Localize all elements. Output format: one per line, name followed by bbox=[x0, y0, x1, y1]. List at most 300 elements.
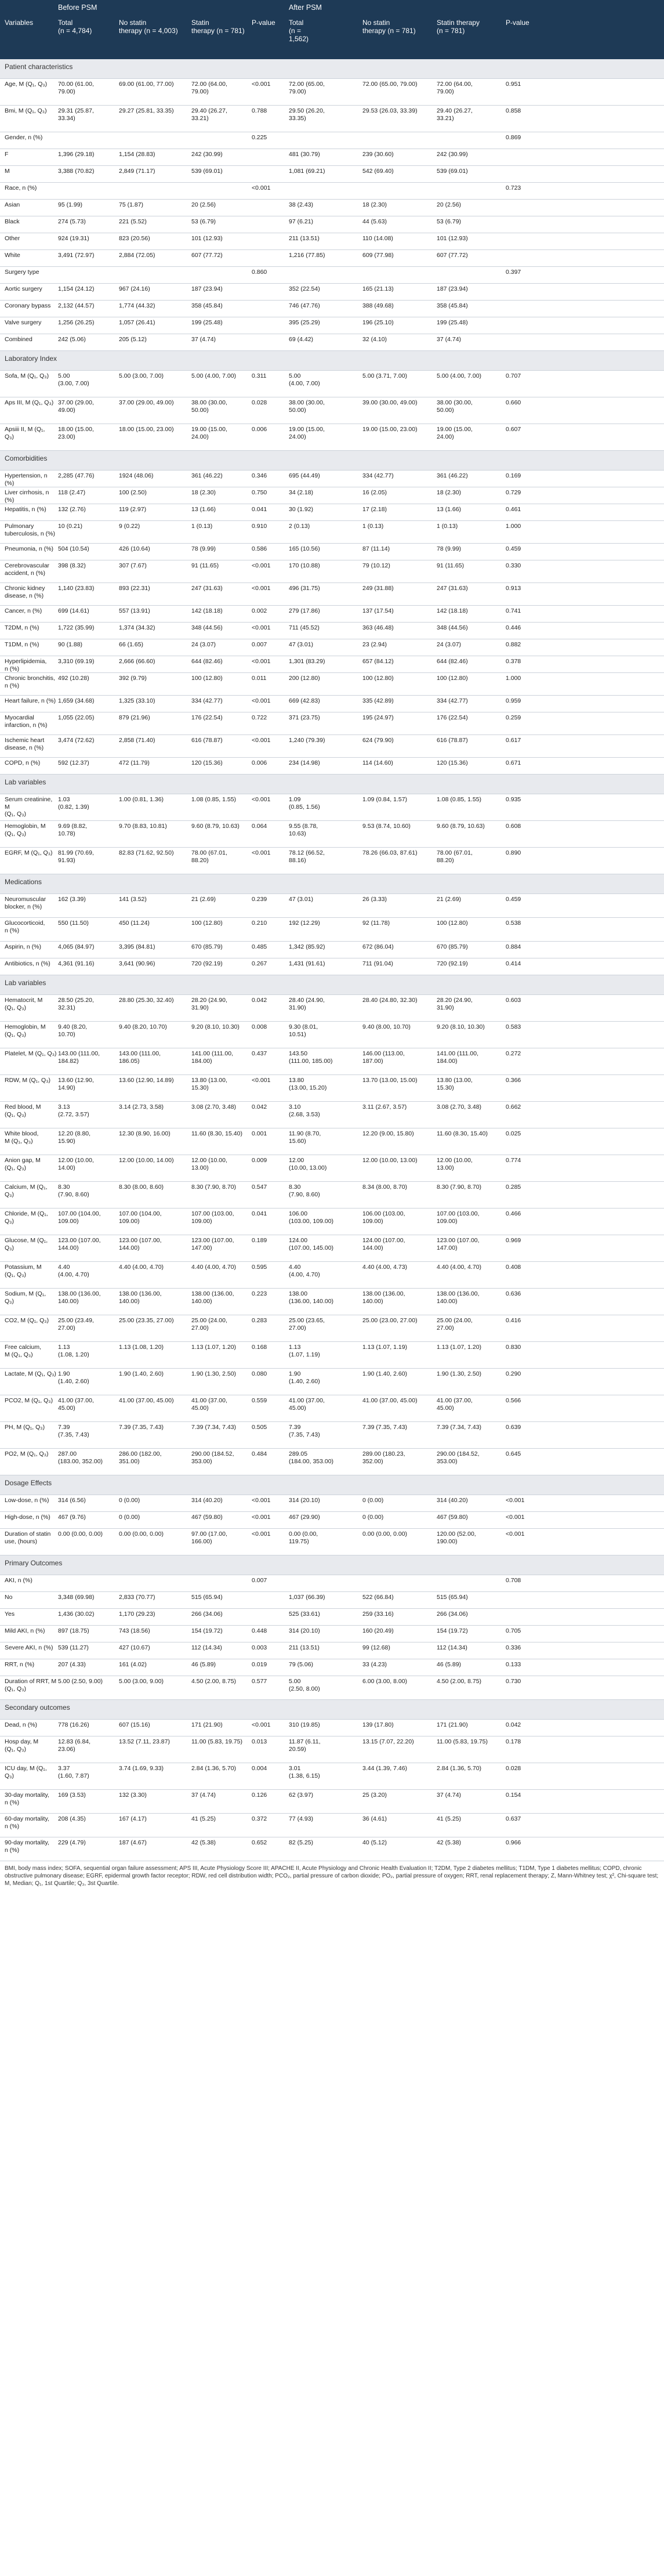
table-cell: 100 (12.80) bbox=[191, 920, 223, 927]
table-cell: 7.39 (7.34, 7.43) bbox=[437, 1424, 482, 1431]
table-cell: 46 (5.89) bbox=[437, 1661, 462, 1668]
table-cell bbox=[506, 200, 546, 201]
table-cell: 0.617 bbox=[506, 737, 521, 744]
table-cell: 42 (5.38) bbox=[437, 1839, 462, 1846]
table-row bbox=[0, 623, 664, 639]
table-cell: <0.001 bbox=[252, 1721, 271, 1728]
row-label: Duration of RRT, M (Q₁, Q₃) bbox=[5, 1678, 57, 1692]
table-cell: 0.00 (0.00, 119.75) bbox=[289, 1531, 318, 1545]
table-cell: 0.547 bbox=[252, 1184, 267, 1191]
table-cell: 13.60 (12.90, 14.90) bbox=[58, 1077, 94, 1091]
table-cell bbox=[506, 317, 546, 319]
table-row bbox=[0, 301, 664, 317]
table-cell: 0.290 bbox=[506, 1370, 521, 1377]
table-cell: 1.09 (0.85, 1.56) bbox=[289, 796, 320, 811]
table-cell: 0.028 bbox=[506, 1765, 521, 1772]
row-label: Mild AKI, n (%) bbox=[5, 1627, 45, 1634]
section-header-row bbox=[0, 351, 664, 371]
table-cell: 87 (11.14) bbox=[362, 545, 390, 552]
row-label: Pulmonary tuberculosis, n (%) bbox=[5, 523, 55, 537]
table-cell: 44 (5.63) bbox=[362, 218, 387, 225]
table-cell bbox=[119, 267, 190, 269]
table-cell: 142 (18.18) bbox=[191, 607, 223, 614]
table-cell: 18 (2.30) bbox=[437, 489, 462, 496]
row-label: Chloride, M (Q₁, Q₃) bbox=[5, 1210, 48, 1225]
table-cell: 141 (3.52) bbox=[119, 896, 147, 903]
table-cell: 0.913 bbox=[506, 585, 521, 592]
table-cell: 78.12 (66.52, 88.16) bbox=[289, 849, 325, 864]
table-cell: 13.80 (13.00, 15.30) bbox=[191, 1077, 227, 1091]
table-cell: 395 (25.29) bbox=[289, 319, 320, 326]
table-cell: 78.00 (67.01, 88.20) bbox=[437, 849, 473, 864]
table-cell: 199 (25.48) bbox=[191, 319, 223, 326]
row-label: Chronic kidney disease, n (%) bbox=[5, 585, 45, 599]
row-label: Surgery type bbox=[5, 269, 39, 276]
table-cell: 165 (21.13) bbox=[362, 285, 394, 292]
table-cell: 47 (3.01) bbox=[289, 641, 314, 648]
table-cell bbox=[191, 183, 251, 184]
table-cell: 229 (4.79) bbox=[58, 1839, 86, 1846]
section-title: Laboratory Index bbox=[5, 354, 57, 363]
table-row bbox=[0, 397, 664, 424]
table-cell: 0.959 bbox=[506, 697, 521, 704]
table-cell: 9.53 (8.74, 10.60) bbox=[362, 823, 411, 830]
row-label: Race, n (%) bbox=[5, 184, 37, 191]
table-cell bbox=[119, 1575, 190, 1577]
table-cell: <0.001 bbox=[252, 585, 271, 592]
table-cell: 0.133 bbox=[506, 1661, 521, 1668]
table-cell: 1,055 (22.05) bbox=[58, 714, 95, 721]
table-cell: 1,256 (26.25) bbox=[58, 319, 95, 326]
table-cell: 18 (2.30) bbox=[362, 201, 387, 208]
table-cell: 0.788 bbox=[252, 107, 267, 114]
table-cell: 0.283 bbox=[252, 1317, 267, 1324]
table-cell: 234 (14.98) bbox=[289, 759, 320, 766]
table-cell bbox=[506, 334, 546, 336]
table-cell: 205 (5.12) bbox=[119, 336, 147, 343]
table-row bbox=[0, 1075, 664, 1102]
table-cell: 0.126 bbox=[252, 1792, 267, 1799]
table-row bbox=[0, 471, 664, 487]
table-cell: 78 (9.99) bbox=[437, 545, 462, 552]
row-label: Cerebrovascular accident, n (%) bbox=[5, 562, 50, 577]
table-cell: 0.064 bbox=[252, 823, 267, 830]
table-cell: 1.000 bbox=[506, 523, 521, 530]
table-row bbox=[0, 583, 664, 606]
table-cell: 6.00 (3.00, 8.00) bbox=[362, 1678, 408, 1685]
row-label: CO2, M (Q₁, Q₃) bbox=[5, 1317, 49, 1324]
table-cell: 106.00 (103.00, 109.00) bbox=[289, 1210, 334, 1225]
table-cell: 0.708 bbox=[506, 1577, 521, 1584]
table-cell: 4.40 (4.00, 4.70) bbox=[119, 1264, 164, 1271]
table-cell: 0.882 bbox=[506, 641, 521, 648]
table-cell: 100 (12.80) bbox=[437, 675, 468, 682]
table-row bbox=[0, 848, 664, 874]
table-cell bbox=[58, 1575, 117, 1577]
table-cell: 1,342 (85.92) bbox=[289, 943, 325, 950]
table-cell: 1.13 (1.07, 1.20) bbox=[437, 1344, 482, 1351]
table-cell: 12.20 (8.80, 15.90) bbox=[58, 1130, 91, 1145]
table-cell: 28.40 (24.80, 32.30) bbox=[362, 997, 418, 1004]
table-cell: 41.00 (37.00, 45.00) bbox=[58, 1397, 94, 1412]
table-cell: 1.13 (1.07, 1.19) bbox=[362, 1344, 408, 1351]
table-cell bbox=[58, 267, 117, 269]
table-cell: 0.311 bbox=[252, 372, 267, 379]
table-cell: 1,774 (44.32) bbox=[119, 302, 155, 309]
table-cell: 47 (3.01) bbox=[289, 896, 314, 903]
table-row bbox=[0, 149, 664, 166]
table-cell: 41.00 (37.00, 45.00) bbox=[289, 1397, 325, 1412]
table-cell: 388 (49.68) bbox=[362, 302, 394, 309]
table-cell: 0.730 bbox=[506, 1678, 521, 1685]
row-label: Sofa, M (Q₁, Q₃) bbox=[5, 372, 49, 379]
table-cell: 3.74 (1.69, 9.33) bbox=[119, 1765, 164, 1772]
table-row bbox=[0, 424, 664, 451]
table-cell: 32 (4.10) bbox=[362, 336, 387, 343]
table-cell: 91 (11.65) bbox=[437, 562, 465, 569]
table-cell: 644 (82.46) bbox=[191, 658, 223, 665]
table-row bbox=[0, 639, 664, 656]
table-cell: 7.39 (7.34, 7.43) bbox=[191, 1424, 237, 1431]
table-row bbox=[0, 758, 664, 775]
table-cell: 77 (4.93) bbox=[289, 1815, 314, 1822]
table-cell: 41.00 (37.00, 45.00) bbox=[191, 1397, 227, 1412]
table-cell: 2,666 (66.60) bbox=[119, 658, 155, 665]
table-row bbox=[0, 656, 664, 673]
table-cell: 0.007 bbox=[252, 641, 267, 648]
table-cell: 616 (78.87) bbox=[437, 737, 468, 744]
table-cell: 0.652 bbox=[252, 1839, 267, 1846]
table-cell: 0.446 bbox=[506, 624, 521, 631]
table-cell: 0.671 bbox=[506, 759, 521, 766]
table-cell: 0.858 bbox=[506, 107, 521, 114]
table-cell: 13.80 (13.00, 15.20) bbox=[289, 1077, 327, 1091]
table-row bbox=[0, 487, 664, 504]
table-cell: <0.001 bbox=[252, 796, 271, 803]
table-cell: 1,396 (29.18) bbox=[58, 151, 95, 158]
table-cell: 13.60 (12.90, 14.89) bbox=[119, 1077, 174, 1084]
row-label: Aps III, M (Q₁, Q₃) bbox=[5, 399, 54, 406]
table-cell: 1,216 (77.85) bbox=[289, 252, 325, 259]
table-cell: 38.00 (30.00, 50.00) bbox=[437, 399, 473, 414]
table-cell: 467 (59.80) bbox=[191, 1514, 223, 1521]
table-cell: 3.37 (1.60, 7.87) bbox=[58, 1765, 89, 1779]
row-label: Apsiii II, M (Q₁, Q₃) bbox=[5, 426, 45, 440]
table-row bbox=[0, 1575, 664, 1592]
table-cell: 0.636 bbox=[506, 1290, 521, 1297]
table-cell: 187 (23.94) bbox=[191, 285, 223, 292]
table-cell: 358 (45.84) bbox=[191, 302, 223, 309]
table-cell: 123.00 (107.00, 147.00) bbox=[191, 1237, 234, 1251]
row-label: PCO2, M (Q₁, Q₃) bbox=[5, 1397, 53, 1404]
table-cell: 0.008 bbox=[252, 1023, 267, 1030]
table-cell: <0.001 bbox=[252, 1497, 271, 1504]
table-row bbox=[0, 1837, 664, 1861]
table-cell bbox=[437, 1575, 505, 1577]
table-cell bbox=[252, 301, 288, 302]
table-cell: 28.40 (24.90, 31.90) bbox=[289, 997, 325, 1011]
row-label: White blood, M (Q₁, Q₃) bbox=[5, 1130, 39, 1145]
table-cell: 0.660 bbox=[506, 399, 521, 406]
table-cell: 967 (24.16) bbox=[119, 285, 150, 292]
table-row bbox=[0, 1495, 664, 1512]
table-cell: <0.001 bbox=[252, 697, 271, 704]
table-cell: 70.00 (61.00, 79.00) bbox=[58, 81, 94, 95]
table-row bbox=[0, 1422, 664, 1449]
table-cell: 239 (30.60) bbox=[362, 151, 394, 158]
table-cell: 19.00 (15.00, 24.00) bbox=[437, 426, 473, 440]
table-cell: 187 (23.94) bbox=[437, 285, 468, 292]
table-cell: 0.637 bbox=[506, 1815, 521, 1822]
table-cell: 0.416 bbox=[506, 1317, 521, 1324]
table-cell: 12.20 (9.00, 15.80) bbox=[362, 1130, 414, 1137]
table-cell: 9.55 (8.78, 10.63) bbox=[289, 823, 318, 837]
table-cell: 1,081 (69.21) bbox=[289, 168, 325, 175]
table-cell: 53 (6.79) bbox=[437, 218, 462, 225]
table-cell: 78 (9.99) bbox=[191, 545, 216, 552]
table-cell: 0.408 bbox=[506, 1264, 521, 1271]
table-cell: 107.00 (103.00, 109.00) bbox=[191, 1210, 234, 1225]
table-cell: 8.30 (7.90, 8.60) bbox=[289, 1184, 320, 1198]
table-cell: 100 (12.80) bbox=[191, 675, 223, 682]
table-cell: 37 (4.74) bbox=[437, 336, 462, 343]
table-cell: 28.50 (25.20, 32.31) bbox=[58, 997, 94, 1011]
table-cell: 0.189 bbox=[252, 1237, 267, 1244]
table-cell: 0.466 bbox=[506, 1210, 521, 1217]
table-cell: 0.603 bbox=[506, 997, 521, 1004]
table-cell: 91 (11.65) bbox=[191, 562, 219, 569]
table-cell: 0.00 (0.00, 0.00) bbox=[362, 1531, 408, 1537]
table-cell: 0.00 (0.00, 0.00) bbox=[119, 1531, 164, 1537]
table-cell: 0.042 bbox=[252, 997, 267, 1004]
table-cell: 314 (40.20) bbox=[437, 1497, 468, 1504]
table-cell: 550 (11.50) bbox=[58, 920, 89, 927]
table-cell: 0.378 bbox=[506, 658, 521, 665]
section-header-row bbox=[0, 1700, 664, 1720]
table-cell: 522 (66.84) bbox=[362, 1594, 394, 1601]
table-cell: 21 (2.69) bbox=[191, 896, 216, 903]
table-row bbox=[0, 894, 664, 918]
table-cell: 195 (24.97) bbox=[362, 714, 394, 721]
table-cell: 112 (14.34) bbox=[437, 1644, 467, 1651]
table-cell: 100 (12.80) bbox=[362, 675, 394, 682]
table-cell: 11.00 (5.83, 19.75) bbox=[191, 1738, 242, 1745]
row-label: Hemoglobin, M (Q₁, Q₃) bbox=[5, 1023, 46, 1038]
table-cell: 37.00 (29.00, 49.00) bbox=[119, 399, 174, 406]
table-cell bbox=[506, 301, 546, 302]
table-cell: 75 (1.87) bbox=[119, 201, 144, 208]
header-after-psm: After PSM bbox=[289, 3, 322, 12]
table-cell: 24 (3.07) bbox=[437, 641, 462, 648]
table-cell: 334 (42.77) bbox=[437, 697, 468, 704]
table-cell: 924 (19.31) bbox=[58, 235, 89, 242]
table-cell: 0.336 bbox=[506, 1644, 521, 1651]
row-label: Age, M (Q₁, Q₃) bbox=[5, 81, 48, 88]
table-cell: 0.969 bbox=[506, 1237, 521, 1244]
section-header-row bbox=[0, 1475, 664, 1495]
table-cell bbox=[252, 334, 288, 336]
table-cell: 25.00 (24.00, 27.00) bbox=[191, 1317, 227, 1332]
table-cell: 25.00 (24.00, 27.00) bbox=[437, 1317, 473, 1332]
table-cell: 1.13 (1.07, 1.20) bbox=[191, 1344, 237, 1351]
row-label: 90-day mortality, n (%) bbox=[5, 1839, 49, 1854]
table-cell: 2,849 (71.17) bbox=[119, 168, 155, 175]
table-cell: 0.041 bbox=[252, 1210, 267, 1217]
table-cell: 137 (17.54) bbox=[362, 607, 394, 614]
table-cell: <0.001 bbox=[506, 1514, 525, 1521]
table-cell bbox=[191, 132, 251, 134]
table-cell: 2,132 (44.57) bbox=[58, 302, 95, 309]
table-cell: 7.39 (7.35, 7.43) bbox=[362, 1424, 408, 1431]
table-cell: 114 (14.60) bbox=[362, 759, 393, 766]
table-cell: 0 (0.00) bbox=[119, 1497, 140, 1504]
table-cell: 142 (18.18) bbox=[437, 607, 468, 614]
section-header-row bbox=[0, 975, 664, 995]
table-cell: 1,154 (24.12) bbox=[58, 285, 95, 292]
table-cell: 97.00 (17.00, 166.00) bbox=[191, 1531, 227, 1545]
table-cell: 0.910 bbox=[252, 523, 267, 530]
table-cell: 4.40 (4.00, 4.70) bbox=[289, 1264, 320, 1278]
table-cell: 12.00 (10.00, 13.00) bbox=[437, 1157, 473, 1171]
table-cell: 72.00 (64.00, 79.00) bbox=[191, 81, 227, 95]
table-cell: 29.27 (25.81, 33.35) bbox=[119, 107, 174, 114]
table-cell: 720 (92.19) bbox=[437, 960, 468, 967]
section-header-row bbox=[0, 1555, 664, 1575]
table-cell: 616 (78.87) bbox=[191, 737, 223, 744]
table-cell: 0.019 bbox=[252, 1661, 267, 1668]
table-row bbox=[0, 284, 664, 301]
table-cell: 1,057 (26.41) bbox=[119, 319, 155, 326]
table-cell: <0.001 bbox=[252, 562, 271, 569]
table-cell: 286.00 (182.00, 351.00) bbox=[119, 1450, 162, 1465]
table-row bbox=[0, 821, 664, 848]
table-cell: 79 (10.12) bbox=[362, 562, 390, 569]
table-row bbox=[0, 1814, 664, 1837]
table-cell: 242 (5.06) bbox=[58, 336, 86, 343]
table-cell: 11.00 (5.83, 19.75) bbox=[437, 1738, 488, 1745]
table-cell: 1.08 (0.85, 1.55) bbox=[437, 796, 482, 803]
table-cell: 247 (31.63) bbox=[191, 585, 223, 592]
table-cell: 19.00 (15.00, 24.00) bbox=[191, 426, 227, 440]
table-cell: 624 (79.90) bbox=[362, 737, 394, 744]
row-label: Liver cirrhosis, n (%) bbox=[5, 489, 49, 504]
table-cell: 199 (25.48) bbox=[437, 319, 468, 326]
table-cell: 37 (4.74) bbox=[437, 1792, 462, 1799]
row-label: Aortic surgery bbox=[5, 285, 42, 292]
table-cell: 120 (15.36) bbox=[437, 759, 468, 766]
row-label: Asian bbox=[5, 201, 20, 208]
row-label: Neuromuscular blocker, n (%) bbox=[5, 896, 46, 910]
table-cell: 11.60 (8.30, 15.40) bbox=[191, 1130, 242, 1137]
table-row bbox=[0, 1512, 664, 1529]
table-cell: 12.00 (10.00, 13.00) bbox=[191, 1157, 227, 1171]
table-cell: 82 (5.25) bbox=[289, 1839, 314, 1846]
table-cell: 310 (19.85) bbox=[289, 1721, 320, 1728]
table-cell: 0.223 bbox=[252, 1290, 267, 1297]
table-cell: 11.87 (6.11, 20.59) bbox=[289, 1738, 321, 1753]
table-cell: 37.00 (29.00, 49.00) bbox=[58, 399, 94, 414]
table-cell: 3.13 (2.72, 3.57) bbox=[58, 1104, 89, 1118]
table-cell: 711 (91.04) bbox=[362, 960, 393, 967]
table-cell: 2,858 (71.40) bbox=[119, 737, 155, 744]
table-cell: 1.13 (1.07, 1.19) bbox=[289, 1344, 320, 1358]
table-cell bbox=[119, 183, 190, 184]
table-cell: 5.00 (3.00, 7.00) bbox=[58, 372, 89, 387]
table-cell: 0.372 bbox=[252, 1815, 267, 1822]
row-label: Coronary bypass bbox=[5, 302, 51, 309]
table-cell: 69 (4.42) bbox=[289, 336, 314, 343]
table-cell: <0.001 bbox=[252, 624, 271, 631]
table-cell: 0.330 bbox=[506, 562, 521, 569]
table-row bbox=[0, 250, 664, 267]
table-cell: 695 (44.49) bbox=[289, 472, 320, 479]
table-cell: 112 (14.34) bbox=[191, 1644, 222, 1651]
table-cell bbox=[252, 149, 288, 151]
row-label: T2DM, n (%) bbox=[5, 624, 39, 631]
table-cell: 3,310 (69.19) bbox=[58, 658, 95, 665]
row-label: Antibiotics, n (%) bbox=[5, 960, 50, 967]
table-cell bbox=[506, 250, 546, 252]
table-row bbox=[0, 1626, 664, 1642]
table-cell: 100 (2.50) bbox=[119, 489, 147, 496]
table-cell: 348 (44.56) bbox=[437, 624, 468, 631]
table-cell: 2.84 (1.36, 5.70) bbox=[191, 1765, 237, 1772]
row-label: Duration of statin use, (hours) bbox=[5, 1531, 51, 1545]
table-cell: 154 (19.72) bbox=[437, 1627, 468, 1634]
table-row bbox=[0, 560, 664, 583]
row-label: AKI, n (%) bbox=[5, 1577, 32, 1584]
table-cell: 16 (2.05) bbox=[362, 489, 387, 496]
table-cell: 3.08 (2.70, 3.48) bbox=[437, 1104, 482, 1110]
table-row bbox=[0, 794, 664, 821]
table-cell: 0.729 bbox=[506, 489, 521, 496]
row-label: 30-day mortality, n (%) bbox=[5, 1792, 49, 1806]
table-cell: 3,395 (84.81) bbox=[119, 943, 155, 950]
table-cell: 0.011 bbox=[252, 675, 267, 682]
table-cell: 2,285 (47.76) bbox=[58, 472, 95, 479]
table-cell: 17 (2.18) bbox=[362, 506, 387, 513]
table-row bbox=[0, 995, 664, 1022]
table-cell: 12.30 (8.90, 16.00) bbox=[119, 1130, 170, 1137]
table-cell: 358 (45.84) bbox=[437, 302, 468, 309]
table-cell: 363 (46.48) bbox=[362, 624, 394, 631]
table-cell: 607 (77.72) bbox=[191, 252, 223, 259]
table-cell: 101 (12.93) bbox=[437, 235, 468, 242]
table-cell: 0.484 bbox=[252, 1450, 267, 1457]
table-cell: 107.00 (104.00, 109.00) bbox=[58, 1210, 101, 1225]
table-cell: 1,240 (79.39) bbox=[289, 737, 325, 744]
table-cell: 92 (11.78) bbox=[362, 920, 390, 927]
table-cell bbox=[289, 1575, 361, 1577]
row-label: Calcium, M (Q₁, Q₃) bbox=[5, 1184, 48, 1198]
table-cell: 242 (30.99) bbox=[437, 151, 468, 158]
table-cell: 0.607 bbox=[506, 426, 521, 433]
table-cell: 0 (0.00) bbox=[362, 1514, 384, 1521]
row-label: EGRF, M (Q₁, Q₃) bbox=[5, 849, 53, 856]
table-cell bbox=[506, 233, 546, 235]
row-label: Ischemic heart disease, n (%) bbox=[5, 737, 45, 751]
table-row bbox=[0, 166, 664, 183]
table-cell: 0.869 bbox=[506, 134, 521, 141]
table-cell: 897 (18.75) bbox=[58, 1627, 89, 1634]
table-cell: 12.00 (10.00, 14.00) bbox=[119, 1157, 174, 1164]
table-cell: 78.26 (66.03, 87.61) bbox=[362, 849, 418, 856]
table-row bbox=[0, 79, 664, 106]
table-cell: 132 (2.76) bbox=[58, 506, 86, 513]
table-cell: 3,348 (69.98) bbox=[58, 1594, 95, 1601]
table-cell: 279 (17.86) bbox=[289, 607, 320, 614]
row-label: Yes bbox=[5, 1611, 15, 1618]
